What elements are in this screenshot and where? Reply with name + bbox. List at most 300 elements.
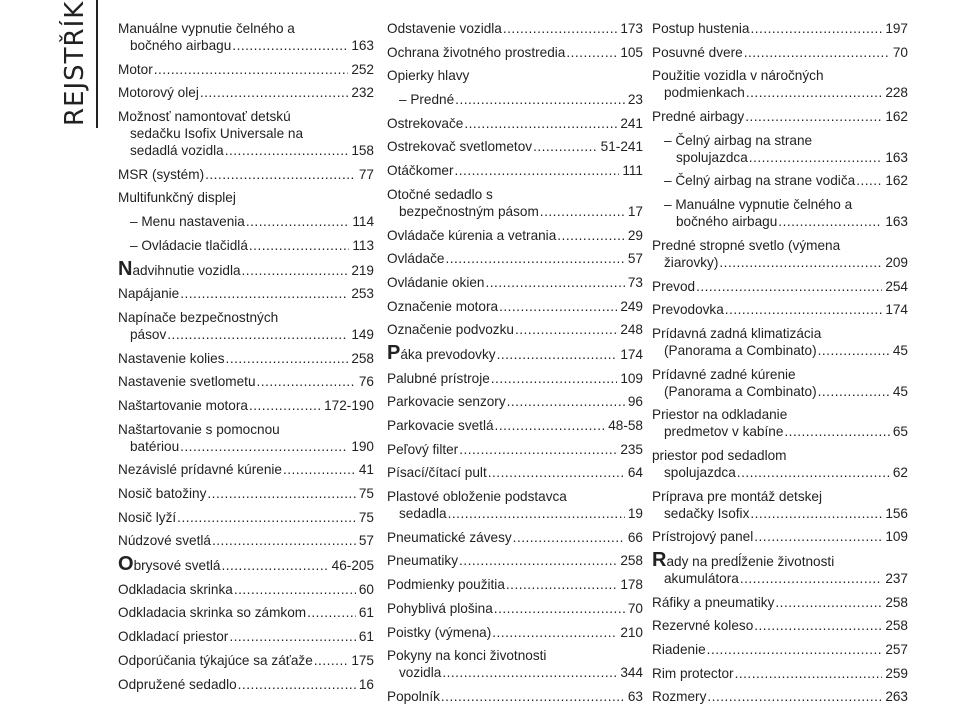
- page-number: 45: [892, 383, 908, 399]
- entry-term-text: Písací/čítací pult: [387, 465, 487, 481]
- page-number: 235: [620, 441, 643, 457]
- leader-dots: [778, 213, 882, 230]
- page-number: 62: [892, 464, 908, 480]
- entry-term-text: batériou: [130, 438, 180, 454]
- entry-term-text: vozidla: [399, 665, 442, 681]
- leader-dots: [238, 676, 356, 693]
- entry-term-text: Nastavenie kolies: [118, 350, 225, 366]
- entry-term: [652, 20, 750, 37]
- entry-term-text: Riadenie: [652, 642, 706, 658]
- entry-term: [387, 600, 493, 617]
- index-entry: [652, 196, 908, 230]
- page-number: 248: [620, 322, 643, 338]
- entry-term-text: Napájanie: [118, 286, 180, 302]
- leader-dots: [497, 346, 618, 363]
- entry-term: [399, 91, 454, 108]
- entry-term-text: Odstavenie vozidla: [387, 21, 502, 36]
- page-number: 109: [620, 370, 643, 386]
- leader-dots: [775, 594, 882, 611]
- index-entry: [118, 581, 374, 598]
- entry-term: [387, 298, 498, 315]
- entry-term-text: Označenie motora: [387, 298, 499, 314]
- page-number: 197: [885, 21, 908, 36]
- index-entry: [118, 350, 374, 367]
- index-entry: [387, 647, 643, 681]
- entry-term: [118, 373, 256, 390]
- index-entry: [652, 325, 908, 359]
- page-number: 96: [627, 394, 643, 410]
- index-entry: [387, 186, 643, 220]
- entry-term-text: pásov: [130, 326, 167, 342]
- entry-term: [387, 417, 494, 434]
- entry-row: [652, 665, 908, 682]
- page-number: 163: [885, 214, 908, 230]
- entry-term-text: Odpružené sedadlo: [118, 676, 237, 692]
- entry-term-text: Rezervné koleso: [652, 618, 754, 634]
- entry-term-text: brysové svetlá: [133, 558, 221, 574]
- entry-row: [652, 641, 908, 658]
- entry-term-text: Odkladací priestor: [118, 629, 229, 645]
- entry-text-line: [652, 237, 908, 254]
- entry-row: [652, 149, 908, 166]
- index-entry: [118, 237, 374, 254]
- entry-term: [387, 529, 512, 546]
- entry-row: [387, 162, 643, 179]
- entry-row: [387, 298, 643, 315]
- page-number: 158: [351, 143, 374, 159]
- entry-term-text: MSR (systém): [118, 166, 205, 182]
- entry-row: [387, 91, 643, 108]
- entry-row: [387, 441, 643, 458]
- entry-row: [387, 505, 643, 522]
- page-number: 258: [885, 594, 908, 610]
- entry-text: priestor pod sedadlom: [652, 447, 787, 463]
- leader-dots: [226, 350, 349, 367]
- leader-dots: [249, 397, 321, 414]
- entry-term: [387, 44, 565, 61]
- leader-dots: [513, 529, 625, 546]
- entry-row: [652, 254, 908, 271]
- entry-term: [118, 461, 282, 478]
- entry-term-text: Postup hustenia: [652, 21, 750, 36]
- index-entry: [387, 417, 643, 434]
- index-entry: [118, 532, 374, 549]
- page-number: 75: [358, 486, 374, 501]
- index-entry: [387, 274, 643, 291]
- page-number: 29: [627, 227, 643, 243]
- page-number: 257: [885, 642, 908, 658]
- leader-dots: [707, 688, 882, 705]
- entry-text: sedačku Isofix Universale na: [130, 126, 304, 142]
- entry-text-line: [118, 309, 374, 326]
- entry-term: [664, 423, 783, 440]
- leader-dots: [283, 461, 356, 478]
- entry-term: [399, 664, 441, 681]
- page-number: 70: [627, 600, 643, 616]
- entry-term: [130, 37, 231, 54]
- entry-text-line: [652, 325, 908, 342]
- page-number: 232: [351, 85, 374, 101]
- leader-dots: [696, 278, 882, 295]
- leader-dots: [154, 61, 349, 78]
- leader-dots: [745, 108, 882, 125]
- leader-dots: [205, 166, 356, 183]
- index-entry: [387, 552, 643, 569]
- index-entry: [652, 488, 908, 522]
- page-number: 249: [620, 298, 643, 314]
- leader-dots: [719, 254, 882, 271]
- leader-dots: [180, 438, 348, 455]
- entry-term-text: (Panorama a Combinato): [664, 383, 817, 399]
- entry-term-text: Odkladacia skrinka: [118, 581, 233, 597]
- entry-row: [118, 676, 374, 693]
- entry-term: [652, 301, 724, 318]
- entry-term-text: Otáčkomer: [387, 163, 454, 179]
- index-entry: [118, 61, 374, 78]
- entry-term: [130, 326, 166, 343]
- leader-dots: [442, 664, 617, 681]
- entry-row: [118, 509, 374, 526]
- entry-row: [652, 342, 908, 359]
- index-column-3: [652, 20, 908, 712]
- entry-term: [118, 532, 211, 549]
- entry-text: Použitie vozidla v náročných: [652, 68, 824, 84]
- leader-dots: [818, 383, 890, 400]
- entry-term: [387, 227, 556, 244]
- entry-term-text: predmetov v kabíne: [664, 424, 784, 440]
- leader-dots: [464, 115, 617, 132]
- entry-term-text: spolujazdca: [664, 464, 736, 480]
- entry-row: [387, 370, 643, 387]
- leader-dots: [749, 149, 883, 166]
- page-number: 64: [627, 465, 643, 481]
- entry-term-text: Odkladacia skrinka so zámkom: [118, 605, 307, 621]
- entry-term-text: Ostrekovač svetlometov: [387, 139, 533, 155]
- page-number: 258: [351, 350, 374, 366]
- entry-row: [652, 464, 908, 481]
- entry-term: [118, 397, 248, 414]
- leader-dots: [488, 464, 625, 481]
- page-number: 113: [352, 237, 374, 253]
- leader-dots: [737, 464, 890, 481]
- entry-text-line: [387, 67, 643, 84]
- leader-dots: [744, 44, 890, 61]
- entry-term: [387, 250, 444, 267]
- page-number: 175: [351, 652, 374, 668]
- leader-dots: [506, 576, 617, 593]
- index-section-letter: P: [387, 341, 401, 364]
- index-entry: [387, 624, 643, 641]
- leader-dots: [221, 557, 328, 574]
- leader-dots: [750, 505, 882, 522]
- entry-text: Príprava pre montáž detskej: [652, 488, 823, 504]
- entry-row: [118, 350, 374, 367]
- entry-text-line: [652, 67, 908, 84]
- entry-row: [387, 274, 643, 291]
- page-number: 109: [885, 529, 908, 545]
- entry-row: [652, 528, 908, 545]
- entry-term-text: Posuvné dvere: [652, 44, 743, 60]
- entry-row: [387, 417, 643, 434]
- page-number: 61: [358, 629, 374, 645]
- index-entry: [118, 309, 374, 343]
- leader-dots: [735, 665, 883, 682]
- entry-row: [652, 383, 908, 400]
- leader-dots: [257, 373, 356, 390]
- entry-term-text: Parkovacie svetlá: [387, 418, 494, 433]
- page-number: 111: [622, 163, 643, 179]
- entry-row: [387, 464, 643, 481]
- entry-term-text: Motorový olej: [118, 85, 199, 101]
- page-number: 190: [351, 438, 374, 454]
- index-entry: [118, 652, 374, 669]
- index-entry: [387, 20, 643, 37]
- index-section-letter: O: [118, 553, 134, 576]
- page-number: 105: [620, 44, 643, 60]
- leader-dots: [455, 91, 625, 108]
- page-number: 219: [351, 262, 374, 278]
- entry-row: [118, 652, 374, 669]
- entry-term: [118, 652, 313, 669]
- entry-text: Priestor na odkladanie: [652, 407, 788, 423]
- index-entry: [118, 20, 374, 54]
- entry-row: [387, 529, 643, 546]
- index-entry: [387, 44, 643, 61]
- entry-term: [664, 383, 817, 400]
- entry-row: [652, 44, 908, 61]
- leader-dots: [229, 628, 356, 645]
- index-entry: [118, 553, 374, 576]
- entry-term-text: Palubné prístroje: [387, 370, 490, 386]
- entry-row: [118, 373, 374, 390]
- entry-term-text: Predné airbagy: [652, 109, 745, 125]
- entry-term: [387, 321, 514, 338]
- leader-dots: [448, 505, 625, 522]
- entry-row: [652, 570, 908, 587]
- entry-term-text: Ráfiky a pneumatiky: [652, 594, 775, 610]
- leader-dots: [503, 20, 617, 37]
- page-number: 174: [885, 302, 908, 318]
- entry-term-text: sedadla: [399, 506, 447, 522]
- entry-term: [118, 628, 228, 645]
- index-section-letter: N: [118, 257, 133, 280]
- entry-row: [652, 505, 908, 522]
- entry-row: [118, 532, 374, 549]
- entry-row: [652, 278, 908, 295]
- entry-term-text: Popolník: [387, 688, 440, 704]
- entry-term: [118, 509, 176, 526]
- leader-dots: [249, 237, 349, 254]
- entry-term: [130, 142, 224, 159]
- leader-dots: [818, 342, 890, 359]
- leader-dots: [566, 44, 617, 61]
- entry-term-text: (Panorama a Combinato): [664, 342, 817, 358]
- index-entry: [652, 641, 908, 658]
- entry-row: [118, 142, 374, 159]
- entry-term-text: Pneumatické závesy: [387, 529, 512, 545]
- entry-text-line: [652, 196, 908, 213]
- index-entry: [652, 132, 908, 166]
- index-entry: [652, 172, 908, 189]
- entry-term: [676, 213, 777, 230]
- leader-dots: [246, 213, 349, 230]
- page-number: 252: [351, 61, 374, 77]
- index-entry: [118, 421, 374, 455]
- page-number: 17: [627, 203, 643, 219]
- entry-row: [652, 423, 908, 440]
- leader-dots: [754, 617, 882, 634]
- entry-row: [118, 213, 374, 230]
- entry-term: [652, 528, 753, 545]
- leader-dots: [784, 423, 889, 440]
- entry-text-line: [652, 549, 908, 571]
- index-entry: [387, 464, 643, 481]
- leader-dots: [232, 37, 348, 54]
- index-entry: [387, 250, 643, 267]
- entry-term-text: Ochrana životného prostredia: [387, 44, 566, 60]
- index-entry: [652, 688, 908, 705]
- index-entry: [652, 528, 908, 545]
- index-entry: [387, 91, 643, 108]
- entry-text-line: [387, 488, 643, 505]
- page-number: 163: [351, 38, 374, 53]
- index-entry: [652, 366, 908, 400]
- entry-row: [387, 341, 643, 364]
- page-number: 228: [885, 85, 908, 101]
- entry-term: [664, 570, 739, 587]
- entry-text-line: [652, 366, 908, 383]
- entry-term-text: Motor: [118, 61, 153, 77]
- entry-term-text: bočného airbagu: [676, 214, 778, 230]
- entry-term: [664, 172, 855, 189]
- entry-text-line: [652, 488, 908, 505]
- page-number: 75: [358, 509, 374, 525]
- leader-dots: [751, 20, 883, 37]
- entry-term: [387, 162, 453, 179]
- index-entry: [652, 108, 908, 125]
- entry-term-text: sedačky Isofix: [664, 505, 750, 521]
- page-number: 76: [358, 374, 374, 390]
- entry-term-text: Nosič lyží: [118, 509, 177, 525]
- entry-term: [387, 274, 485, 291]
- entry-row: [652, 20, 908, 37]
- page-number: 57: [627, 251, 643, 267]
- page-number: 210: [620, 624, 643, 640]
- page-number: 253: [351, 286, 374, 302]
- entry-row: [118, 461, 374, 478]
- page-number: 172-190: [324, 397, 374, 413]
- index-entry: [387, 370, 643, 387]
- leader-dots: [491, 370, 618, 387]
- leader-dots: [212, 532, 356, 549]
- entry-text: Možnosť namontovať detskú: [118, 109, 291, 125]
- entry-term: [387, 464, 487, 481]
- page-number: 162: [885, 173, 908, 189]
- index-entry: [652, 301, 908, 318]
- index-entry: [387, 138, 643, 155]
- entry-row: [652, 108, 908, 125]
- entry-text-line: [387, 186, 643, 203]
- entry-row: [118, 485, 374, 502]
- index-entry: [387, 341, 643, 364]
- entry-row: [118, 257, 374, 280]
- entry-text-line: [387, 647, 643, 664]
- index-entry: [652, 278, 908, 295]
- entry-term: [664, 505, 749, 522]
- entry-term-text: Odporúčania týkajúce sa záťaže: [118, 652, 313, 668]
- leader-dots: [200, 84, 348, 101]
- index-entry: [652, 44, 908, 61]
- index-entry: [118, 485, 374, 502]
- entry-text: Pokyny na konci životnosti: [387, 648, 547, 664]
- entry-row: [118, 37, 374, 54]
- leader-dots: [540, 203, 625, 220]
- entry-term-text: Rim protector: [652, 665, 734, 681]
- index-entry: [387, 488, 643, 522]
- entry-term: [652, 108, 744, 125]
- entry-term-text: Označenie podvozku: [387, 322, 514, 338]
- entry-row: [387, 115, 643, 132]
- entry-row: [387, 44, 643, 61]
- page-number: 45: [892, 342, 908, 358]
- entry-term-text: Prevod: [652, 278, 696, 294]
- entry-text-line: [652, 132, 908, 149]
- entry-text: Multifunkčný displej: [118, 190, 236, 206]
- index-entry: [387, 67, 643, 84]
- entry-row: [118, 553, 374, 576]
- entry-term: [652, 278, 695, 295]
- entry-term: [387, 370, 490, 387]
- leader-dots: [445, 250, 624, 267]
- entry-term-text: – Ovládacie tlačidlá: [130, 237, 248, 253]
- page-number: 61: [358, 605, 374, 621]
- page-number: 23: [627, 92, 643, 108]
- index-entry: [118, 213, 374, 230]
- leader-dots: [507, 393, 625, 410]
- entry-term: [652, 688, 706, 705]
- page-number: 178: [620, 577, 643, 593]
- index-entry: [652, 67, 908, 101]
- entry-row: [118, 84, 374, 101]
- leader-dots: [557, 227, 625, 244]
- entry-term: [664, 464, 736, 481]
- entry-term: [387, 341, 496, 364]
- entry-text-line: [118, 125, 374, 142]
- index-entry: [652, 617, 908, 634]
- entry-row: [118, 326, 374, 343]
- page-number: 66: [627, 529, 643, 545]
- index-section-letter: R: [652, 549, 667, 571]
- leader-dots: [499, 298, 617, 315]
- entry-row: [118, 166, 374, 183]
- entry-term: [664, 254, 718, 271]
- entry-term: [118, 581, 233, 598]
- entry-term: [652, 44, 743, 61]
- entry-row: [387, 393, 643, 410]
- entry-text-line: [118, 189, 374, 206]
- entry-term: [652, 594, 774, 611]
- entry-term-text: Ovládače: [387, 251, 445, 267]
- leader-dots: [515, 321, 617, 338]
- entry-text: Naštartovanie s pomocnou: [118, 421, 280, 437]
- entry-term-text: bočného airbagu: [130, 38, 232, 53]
- entry-text-line: [118, 108, 374, 125]
- entry-text: ady na predĺženie životnosti: [666, 554, 835, 569]
- entry-row: [118, 61, 374, 78]
- index-entry: [118, 108, 374, 159]
- entry-row: [387, 688, 643, 705]
- index-entry: [387, 321, 643, 338]
